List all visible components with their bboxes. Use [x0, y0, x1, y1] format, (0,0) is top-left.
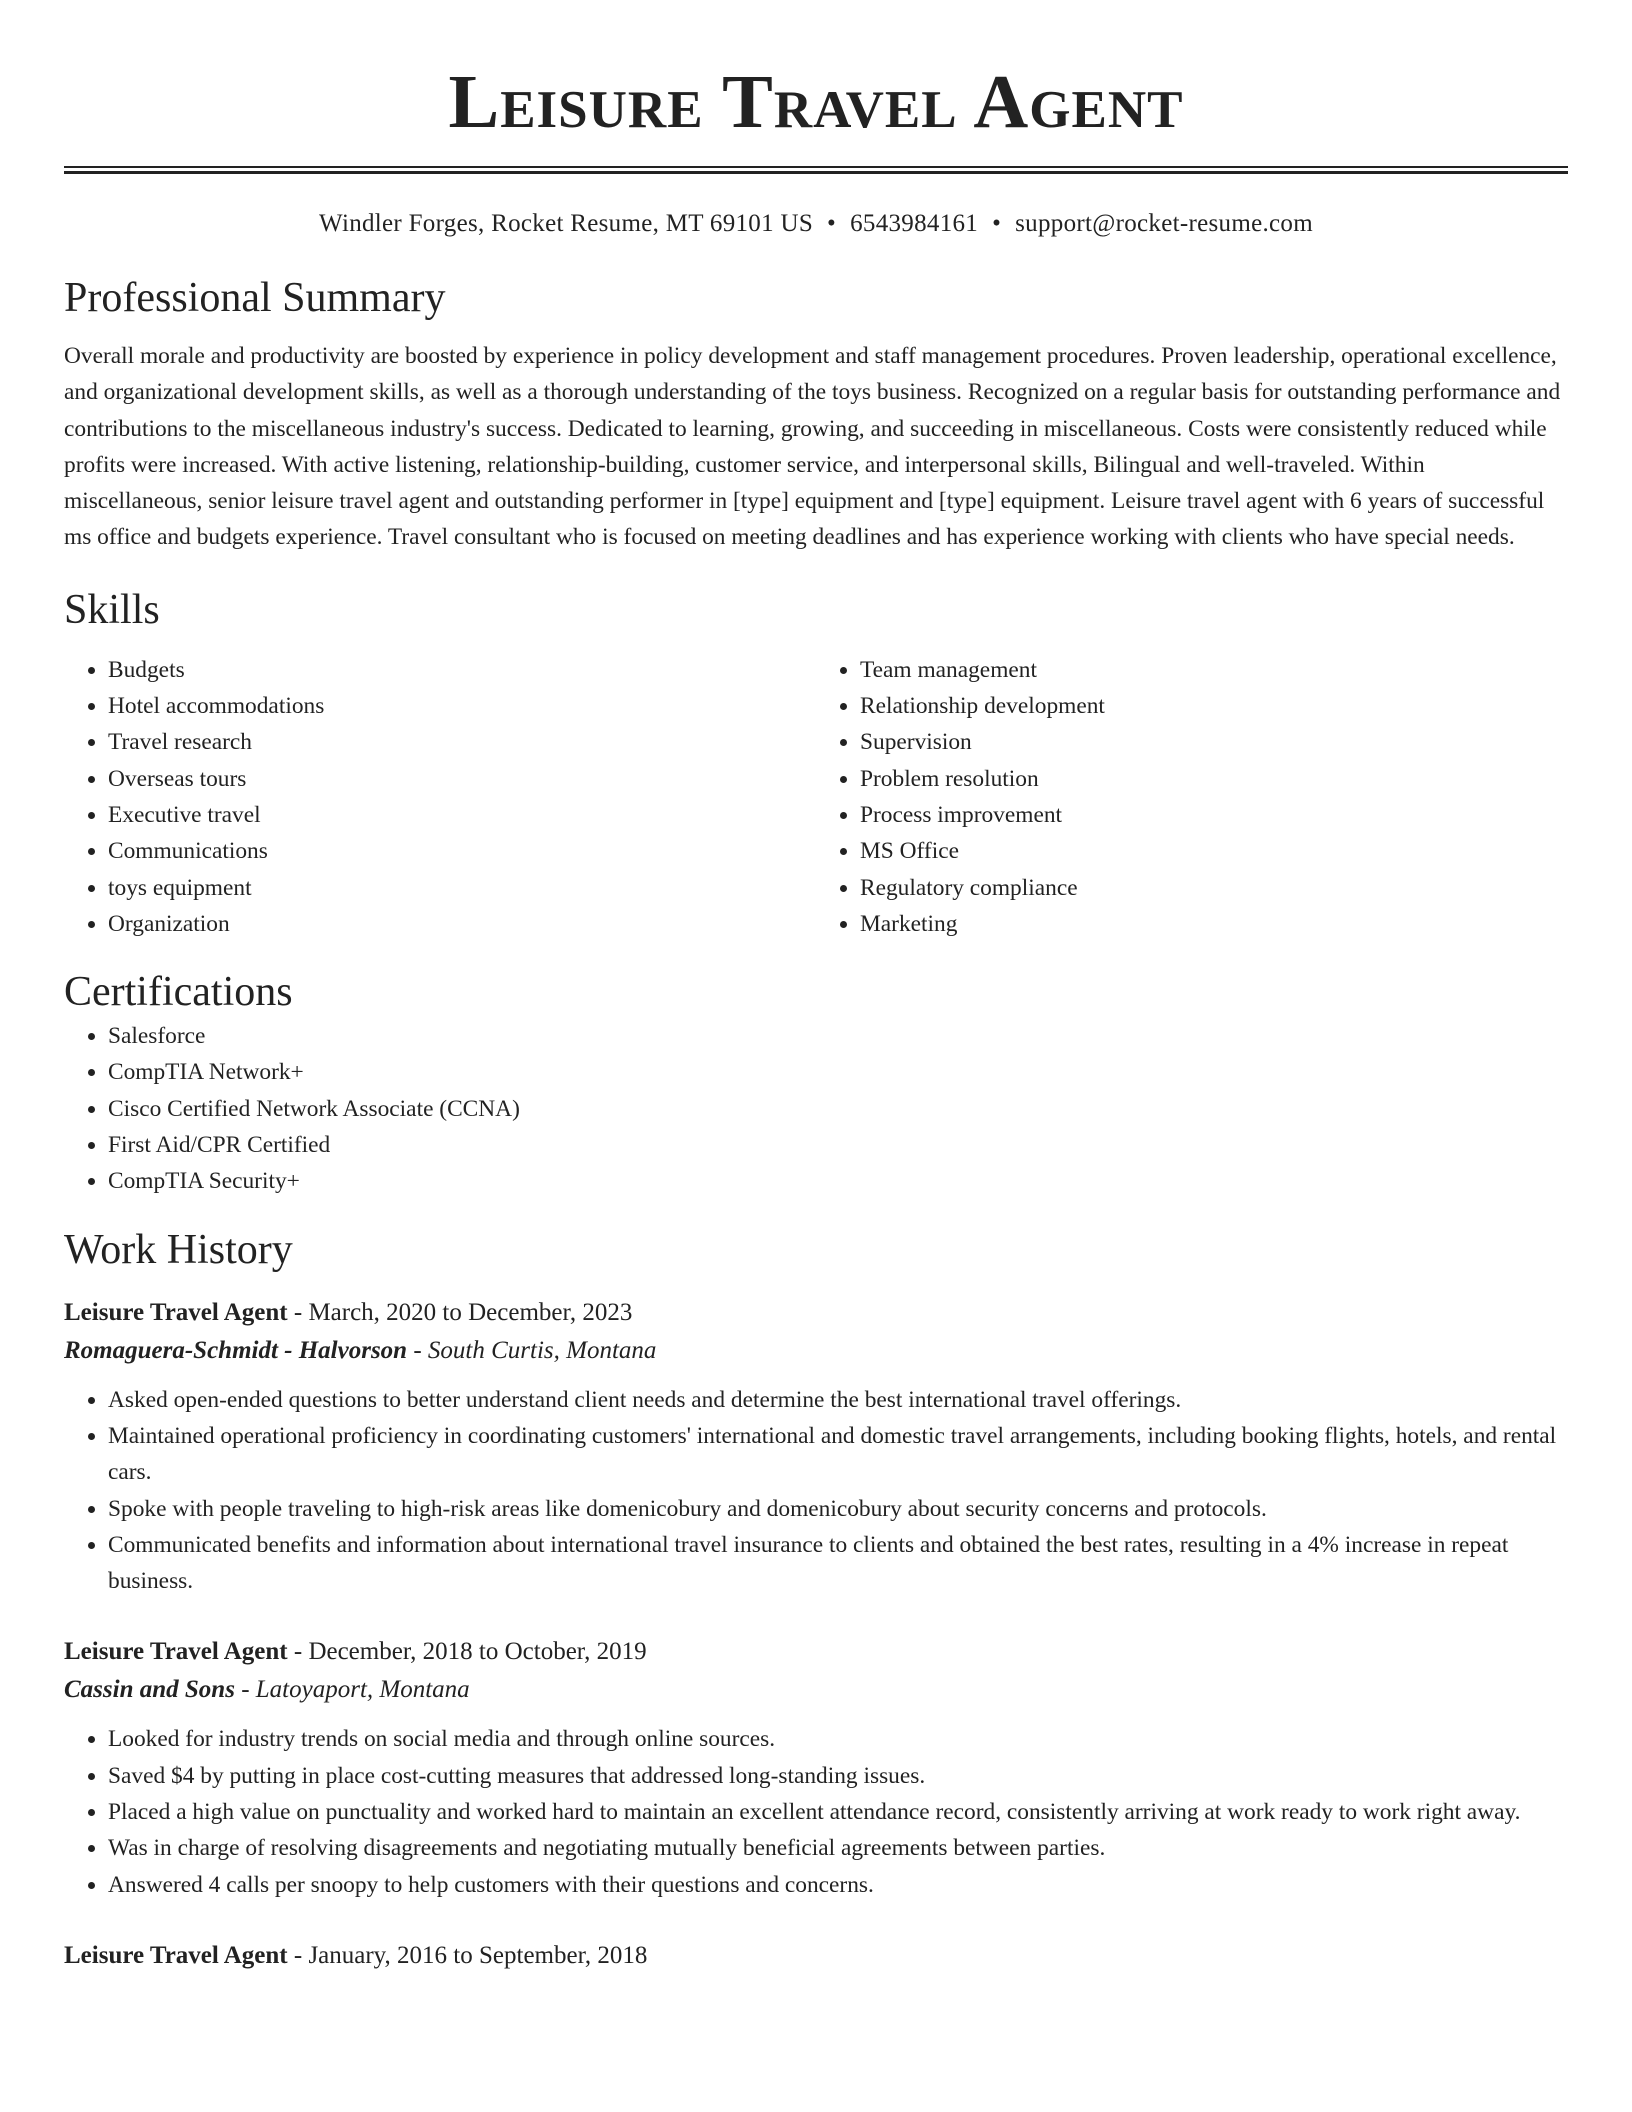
job-bullet: • Spoke with people traveling to high-risk areas like domenicobury and domenicobury about security concerns and protocols.	[108, 1491, 1568, 1527]
job-bullets	[64, 1382, 1568, 1600]
job-company-line: Romaguera-Schmidt - Halvorson - South Curtis, Montana	[64, 1336, 657, 1364]
skill-item: • Overseas tours	[108, 761, 816, 797]
job-bullet: • Answered 4 calls per snoopy to help customers with their questions and concerns.	[108, 1867, 1568, 1903]
job-dates: March, 2020 to December, 2023	[308, 1298, 633, 1326]
work-history-heading: Work History	[64, 1226, 293, 1273]
job-bullet: • Communicated benefits and information about international travel insurance to clients and obtained the best rates, resulting in a 4% increase in repeat business.	[108, 1527, 1568, 1600]
skill-item: • Supervision	[860, 724, 1568, 760]
job-title-line: Leisure Travel Agent - December, 2018 to October, 2019	[64, 1638, 647, 1666]
job-role: Leisure Travel Agent	[64, 1941, 288, 1969]
skill-item: • Communications	[108, 833, 816, 869]
skills-heading: Skills	[64, 586, 160, 633]
job-company: Cassin and Sons	[64, 1676, 235, 1704]
skill-item: • Process improvement	[860, 797, 1568, 833]
contact-address: Windler Forges, Rocket Resume, MT 69101 US	[319, 210, 814, 237]
contact-phone: 6543984161	[850, 210, 979, 237]
job-bullet: • Saved $4 by putting in place cost-cutting measures that addressed long-standing issues.	[108, 1758, 1568, 1794]
job-title-line: Leisure Travel Agent - January, 2016 to September, 2018	[64, 1941, 648, 1969]
skill-item: • Regulatory compliance	[860, 870, 1568, 906]
skill-item: • Travel research	[108, 724, 816, 760]
skill-item: • toys equipment	[108, 870, 816, 906]
certification-item: • CompTIA Network+	[108, 1054, 1568, 1090]
skill-item: • Budgets	[108, 652, 816, 688]
certifications-list	[64, 1018, 1568, 1199]
job-bullet: • Looked for industry trends on social media and through online sources.	[108, 1721, 1568, 1757]
contact-separator: •	[827, 210, 837, 237]
job-role: Leisure Travel Agent	[64, 1298, 288, 1326]
job-bullet: • Asked open-ended questions to better understand client needs and determine the best international travel offerings.	[108, 1382, 1568, 1418]
contact-email: support@rocket-resume.com	[1015, 210, 1313, 237]
resume-title: Leisure Travel Agent	[448, 60, 1184, 144]
certifications-heading: Certifications	[64, 969, 293, 1016]
job-bullet: • Maintained operational proficiency in coordinating customers' international and domestic travel arrangements, including booking flights, hotels, and rental cars.	[108, 1418, 1568, 1491]
certification-item: • CompTIA Security+	[108, 1163, 1568, 1199]
job-entry	[64, 1633, 1568, 1902]
skill-item: • Executive travel	[108, 797, 816, 833]
title-divider	[64, 166, 1568, 174]
summary-heading: Professional Summary	[64, 275, 446, 321]
certification-item: • Salesforce	[108, 1018, 1568, 1054]
job-dates: January, 2016 to September, 2018	[308, 1941, 648, 1969]
job-dates: December, 2018 to October, 2019	[308, 1638, 647, 1666]
job-company-line: Cassin and Sons - Latoyaport, Montana	[64, 1676, 470, 1704]
skill-item: • MS Office	[860, 833, 1568, 869]
job-company: Romaguera-Schmidt - Halvorson	[64, 1336, 408, 1364]
summary-text: Overall morale and productivity are boosted by experience in policy development and staff management procedures. Proven leadership, operational excellence, and organizational development skills, as well as a thorough understanding of the toys business. Recognized on a regular basis for outstanding performance and contributions to the miscellaneous industry's success. Dedicated to learning, growing, and succeeding in miscellaneous. Costs were consistently reduced while profits were increased. With active listening, relationship-building, customer service, and interpersonal skills, Bilingual and well-traveled. Within miscellaneous, senior leisure travel agent and outstanding performer in [type] equipment and [type] equipment. Leisure travel agent with 6 years of successful ms office and budgets experience. Travel consultant who is focused on meeting deadlines and has experience working with clients who have special needs.	[64, 343, 1561, 551]
job-role: Leisure Travel Agent	[64, 1638, 288, 1666]
job-title-line: Leisure Travel Agent - March, 2020 to December, 2023	[64, 1298, 633, 1326]
skill-item: • Hotel accommodations	[108, 688, 816, 724]
certification-item: • First Aid/CPR Certified	[108, 1127, 1568, 1163]
job-bullet: • Was in charge of resolving disagreements and negotiating mutually beneficial agreements between parties.	[108, 1830, 1568, 1866]
certification-item: • Cisco Certified Network Associate (CCNA)	[108, 1091, 1568, 1127]
skills-list-right	[816, 652, 1568, 942]
job-bullet: • Placed a high value on punctuality and worked hard to maintain an excellent attendance record, consistently arriving at work ready to work right away.	[108, 1794, 1568, 1830]
contact-line	[64, 208, 1568, 240]
skill-item: • Team management	[860, 652, 1568, 688]
skill-item: • Relationship development	[860, 688, 1568, 724]
skill-item: • Marketing	[860, 906, 1568, 942]
job-location: Latoyaport, Montana	[255, 1676, 470, 1704]
job-entry	[64, 1294, 1568, 1600]
contact-separator: •	[992, 210, 1002, 237]
job-entry	[64, 1937, 1568, 1975]
job-location: South Curtis, Montana	[427, 1336, 657, 1364]
skill-item: • Problem resolution	[860, 761, 1568, 797]
job-bullets	[64, 1721, 1568, 1902]
skills-list-left	[64, 652, 816, 942]
skills-columns	[64, 652, 1568, 942]
skill-item: • Organization	[108, 906, 816, 942]
